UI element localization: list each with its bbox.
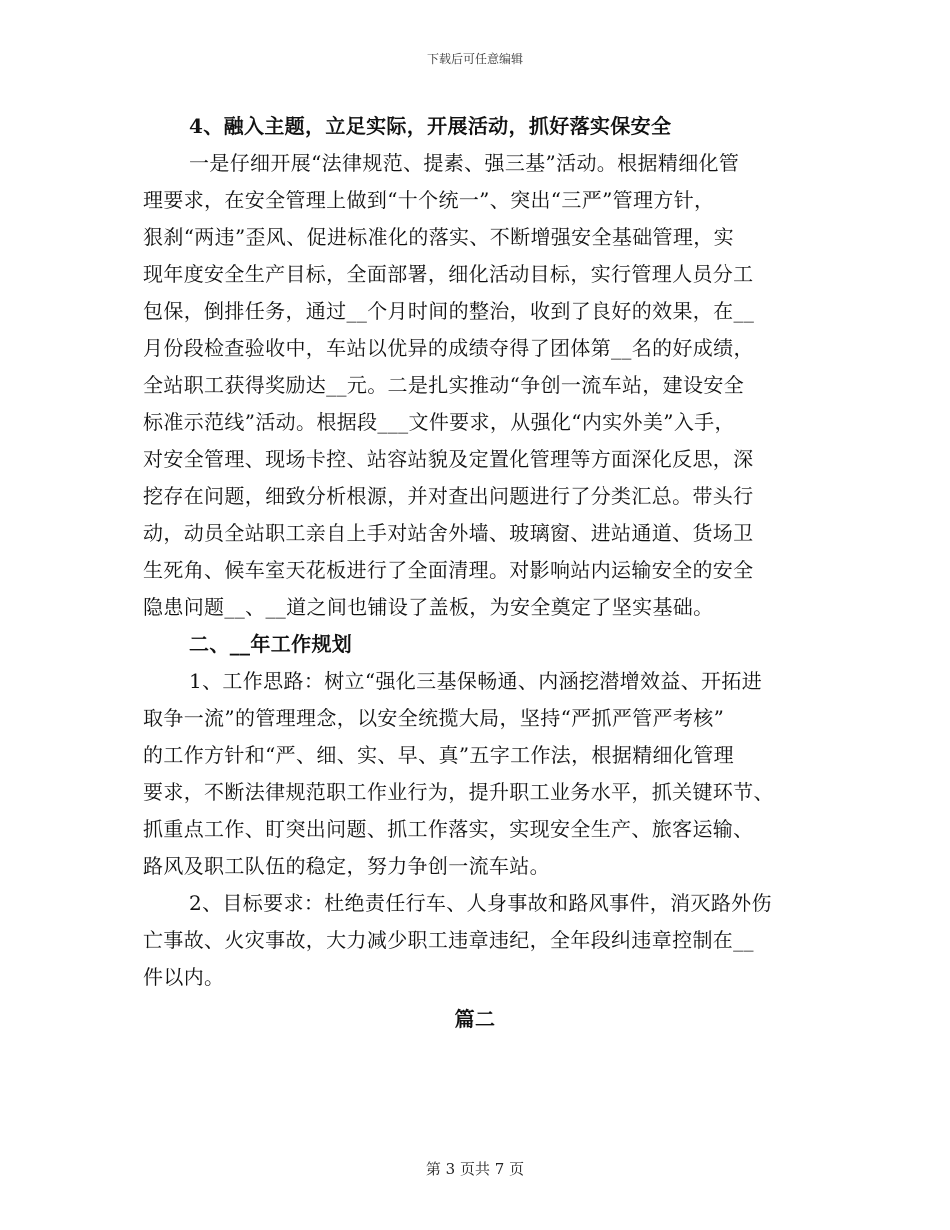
paragraph-line: 件以内。 [143,965,225,989]
paragraph-line: 全站职工获得奖励达__元。二是扎实推动“争创一流车站，建设安全 [143,373,745,397]
paragraph-line: 对安全管理、现场卡控、站容站貌及定置化管理等方面深化反思，深 [143,447,754,471]
paragraph-line: 理要求，在安全管理上做到“十个统一”、突出“三严”管理方针， [143,188,715,212]
page-footer: 第 3 页共 7 页 [425,1160,525,1178]
paragraph-line: 1、工作思路：树立“强化三基保畅通、内涵挖潜增效益、开拓进 [189,669,763,693]
paragraph-line: 包保，倒排任务，通过__个月时间的整治，收到了良好的效果，在__ [143,299,755,323]
paragraph-line: 月份段检查验收中，车站以优异的成绩夺得了团体第__名的好成绩， [143,336,754,360]
paragraph-line: 生死角、候车室天花板进行了全面清理。对影响站内运输安全的安全 [143,558,754,582]
paragraph-line: 挖存在问题，细致分析根源，并对查出问题进行了分类汇总。带头行 [143,484,754,508]
section-heading: 二、__年工作规划 [189,632,353,656]
section-heading: 4、融入主题，立足实际，开展活动，抓好落实保安全 [189,114,672,138]
paragraph-line: 现年度安全生产目标，全面部署，细化活动目标，实行管理人员分工 [143,262,754,286]
paragraph-line: 取争一流”的管理理念，以安全统揽大局，坚持“严抓严管严考核” [143,706,725,730]
part-title: 篇二 [454,1007,496,1031]
page-header: 下载后可任意编辑 [426,52,523,66]
paragraph-line: 隐患问题__、__道之间也铺设了盖板，为安全奠定了坚实基础。 [143,595,714,619]
paragraph-line: 狠刹“两违”歪风、促进标准化的落实、不断增强安全基础管理，实 [143,225,734,249]
paragraph-line: 要求，不断法律规范职工作业行为，提升职工业务水平，抓关键环节、 [143,780,774,804]
paragraph-line: 2、目标要求：杜绝责任行车、人身事故和路风事件，消灭路外伤 [189,891,772,915]
paragraph-line: 动，动员全站职工亲自上手对站舍外墙、玻璃窗、进站通道、货场卫 [143,521,754,545]
paragraph-line: 一是仔细开展“法律规范、提素、强三基”活动。根据精细化管 [189,151,740,175]
paragraph-line: 路风及职工队伍的稳定，努力争创一流车站。 [143,854,550,878]
paragraph-line: 亡事故、火灾事故，大力减少职工违章违纪，全年段纠违章控制在__ [143,928,754,952]
paragraph-line: 抓重点工作、盯突出问题、抓工作落实，实现安全生产、旅客运输、 [143,817,754,841]
paragraph-line: 的工作方针和“严、细、实、早、真”五字工作法，根据精细化管理 [143,743,734,767]
paragraph-line: 标准示范线”活动。根据段___文件要求，从强化“内实外美”入手， [143,410,735,434]
